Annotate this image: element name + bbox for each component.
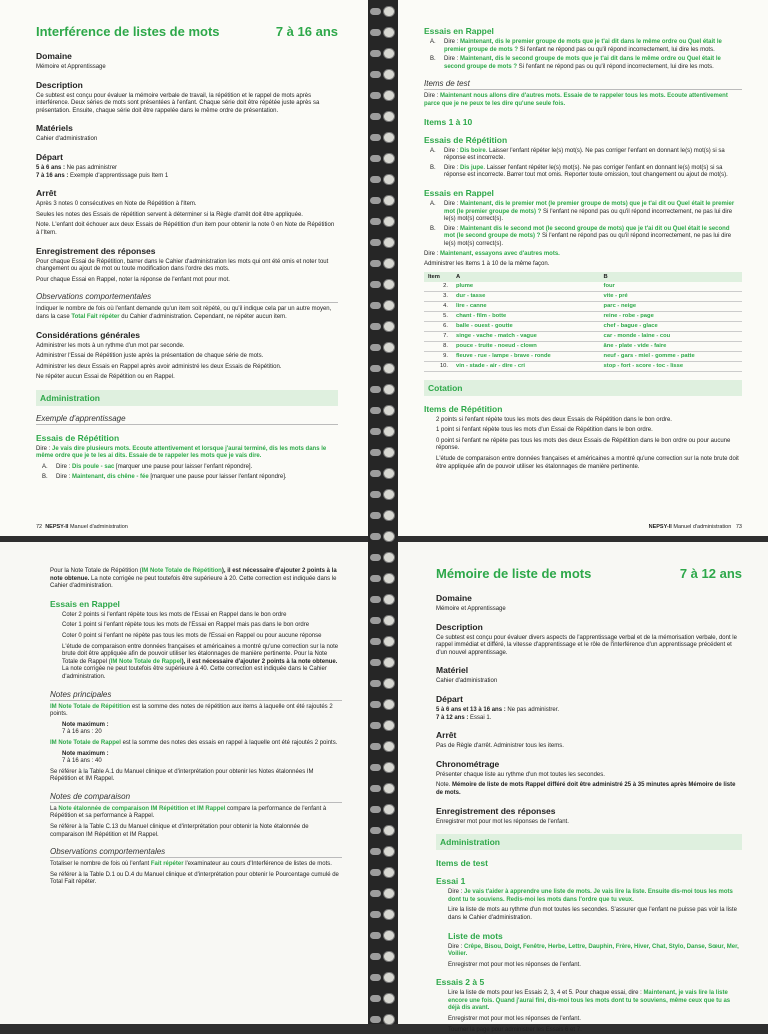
manual-page-73	[398, 0, 768, 536]
binder-ring	[370, 6, 396, 17]
manual-page-72	[0, 0, 368, 536]
instruction-item-b: B. Dire : Maintenant, dis le second groupe de mots que je t'ai dit dans le même ordre ou Quel était le second groupe de mots ? Si l'enfant ne répond pas ou qu'il répond incorrectement, lui dire les mots.	[430, 56, 721, 70]
observations-text: Totaliser le nombre de fois où l'enfant Fait répéter l'examinateur au cours d'Interférence de listes de mots.	[50, 861, 332, 868]
word-list: Dire : Crêpe, Bisou, Doigt, Fenêtre, Herbe, Lettre, Dauphin, Frère, Hiver, Chat, Stylo, Danse, Sœur, Mer, Voilier.	[448, 943, 739, 958]
enregistrement-text: Pour chaque Essai en Rappel, noter la réponse de l'enfant mot pour mot.	[36, 276, 230, 283]
binder-ring	[370, 720, 396, 731]
binder-ring	[370, 90, 396, 101]
binder-ring	[370, 531, 396, 542]
binder-ring	[370, 426, 396, 437]
binder-ring	[370, 909, 396, 920]
administration-banner: Administration	[436, 834, 742, 850]
table-row	[424, 361, 742, 371]
arret-text: Après 3 notes 0 consécutives en Note de Répétition à l'Item.	[36, 201, 197, 208]
binder-ring	[370, 300, 396, 311]
section-heading-description: Description	[36, 79, 83, 90]
table-row	[424, 291, 742, 301]
word-series-b: reine - robe - page	[600, 311, 742, 321]
binder-ring	[370, 825, 396, 836]
table-row	[424, 341, 742, 351]
administration-banner: Administration	[36, 390, 338, 406]
instruction-text: Enregistrer mot pour mot les réponses de l'enfant.	[448, 961, 581, 968]
section-heading-items-repetition: Items de Répétition	[424, 403, 503, 414]
binder-ring	[370, 741, 396, 752]
binder-ring	[370, 951, 396, 962]
item-number: 3.	[424, 291, 452, 301]
binder-ring	[370, 783, 396, 794]
section-heading-essais-rappel: Essais en Rappel	[50, 598, 120, 609]
table-row	[424, 311, 742, 321]
instruction-item-a: A. Dire : Dis boire. Laisser l'enfant répéter le(s) mot(s). Ne pas corriger l'enfant en donnant le(s) mot(s) si sa réponse est incorrecte.	[430, 147, 725, 162]
depart-line: 5 à 6 ans et 13 à 16 ans : Ne pas administrer. 7 à 12 ans : Essai 1.	[436, 706, 560, 721]
table-header: B	[600, 272, 742, 282]
age-range: 7 à 16 ans	[275, 24, 338, 39]
instruction-text: Tourner la page pour administrer les Essais 6 et 7.	[448, 1026, 582, 1033]
binder-ring	[370, 48, 396, 59]
section-heading-domaine: Domaine	[436, 593, 472, 603]
comparison-text: La Note étalonnée de comparaison IM Répétition et IM Rappel compare la performance de l'enfant à Répétition et sa performance à Rappel.	[50, 805, 327, 820]
scoring-rule: 2 points si l'enfant répète tous les mots des deux Essais de Répétition dans le bon ordre.	[436, 416, 672, 423]
table-row	[424, 301, 742, 311]
binder-ring	[370, 195, 396, 206]
binder-ring	[370, 594, 396, 605]
section-heading-arret: Arrêt	[436, 730, 457, 741]
binder-ring	[370, 258, 396, 269]
word-series-a: chant - film - botte	[452, 311, 600, 321]
table-row	[424, 331, 742, 341]
binder-ring	[370, 237, 396, 248]
binder-ring	[370, 279, 396, 290]
binder-ring	[370, 468, 396, 479]
scoring-rule: Coter 0 point si l'enfant ne répète pas tous les mots de l'Essai en Rappel ou pour aucune réponse	[62, 632, 322, 639]
binder-ring	[370, 489, 396, 500]
section-heading-essais-repetition: Essais de Répétition	[36, 432, 120, 443]
word-series-b: car - monde - laine - cou	[600, 331, 742, 341]
materiel-text: Cahier d'administration	[436, 678, 498, 685]
binder-ring	[370, 846, 396, 857]
consideration-item: Administrer l'Essai de Répétition juste après la présentation de chaque série de mots.	[36, 353, 264, 360]
instruction-item-a: A. Dire : Maintenant, dis le premier groupe de mots que je t'ai dit dans le même ordre ou Quel était le premier groupe de mots ? Si l'enfant ne répond pas ou qu'il répond incorrectement, lui dire les mots.	[430, 39, 722, 53]
cotation-banner: Cotation	[424, 380, 742, 396]
item-number: 10.	[424, 361, 452, 371]
score-definition: IM Note Totale de Rappel est la somme des notes des essais en rappel à laquelle ont été rajoutés 2 points.	[50, 739, 338, 746]
instruction-item-b: B. Dire : Dis jupe. Laisser l'enfant répéter le(s) mot(s). Ne pas corriger l'enfant en donnant le(s) mot(s) si sa réponse est incorrecte. Barrer tout mot omis. Reporter toute omission, tout changement ou ajout de mot(s).	[430, 164, 728, 179]
item-number: 7.	[424, 331, 452, 341]
word-series-b: neuf - gars - miel - gomme - patte	[600, 351, 742, 361]
item-number: 8.	[424, 341, 452, 351]
binder-ring	[370, 573, 396, 584]
section-heading-exemple: Exemple d'apprentissage	[36, 414, 338, 425]
max-score: Note maximum : 7 à 16 ans : 40	[62, 750, 109, 765]
instruction-item-b: B. Dire : Maintenant dis le second mot (le second groupe de mots) que je t'ai dit ou Quel était le second mot (le second groupe de mots) ? Si l'enfant ne répond pas ou qu'il répond incorrectement, ne pas lui dire le(s) mot(s) correct(s).	[430, 225, 732, 247]
instruction-item-a: A. Dire : Dis poule - sac [marquer une pause pour laisser l'enfant répondre].	[42, 464, 253, 471]
section-heading-items-test: Items de test	[424, 79, 742, 90]
word-series-b: vite - pré	[600, 291, 742, 301]
max-score: Note maximum : 7 à 16 ans : 20	[62, 721, 109, 736]
scoring-rule: 1 point si l'enfant répète tous les mots d'un Essai de Répétition dans le bon ordre.	[436, 427, 653, 434]
intro-text: Pour la Note Totale de Répétition (IM Note Totale de Répétition), il est nécessaire d'ajouter 2 points à la note obtenue. La note corrigée ne peut toutefois être supérieure à 20. Cette correction est indiquée dans le Cahier d'administration.	[50, 568, 337, 590]
page-title	[36, 24, 338, 39]
section-heading-chronometrage: Chronométrage	[436, 758, 500, 769]
section-heading-enregistrement: Enregistrement des réponses	[36, 245, 156, 256]
binder-ring	[370, 804, 396, 815]
instruction-text: Lire la liste de mots au rythme d'un mot toutes les secondes. S'assurer que l'enfant ne puisse pas voir la liste dans le Cahier d'administration.	[448, 907, 737, 921]
word-series-b: stop - fort - score - toc - lisse	[600, 361, 742, 371]
binder-ring	[370, 657, 396, 668]
reference-text: Se référer à la Table C.13 du Manuel clinique et d'interprétation pour obtenir la Note étalonnée de comparaison IM Répétition et IM Rappel.	[50, 824, 309, 838]
table-header-row	[424, 272, 742, 282]
section-heading-materiels: Matériels	[36, 123, 73, 134]
domaine-text: Mémoire et Apprentissage	[436, 606, 506, 612]
section-heading-essai-1: Essai 1	[436, 876, 466, 887]
table-header: Item	[424, 272, 452, 282]
binder-ring	[370, 384, 396, 395]
scoring-rule: Coter 2 points si l'enfant répète tous les mots de l'Essai en Rappel dans le bon ordre	[62, 611, 287, 618]
section-heading-depart: Départ	[36, 151, 63, 162]
binder-ring	[370, 510, 396, 521]
section-heading-items-test: Items de test	[436, 858, 488, 869]
age-range: 7 à 12 ans	[679, 566, 742, 581]
word-series-a: vin - stade - air - dire - cri	[452, 361, 600, 371]
binder-ring	[370, 615, 396, 626]
binder-ring	[370, 174, 396, 185]
instruction-text: Lire la liste de mots pour les Essais 2, 3, 4 et 5. Pour chaque essai, dire : Maintenant, je vais lire la liste encore une fois. Quand j'aurai fini, dis-moi tous les mots dont tu te souviens, même ceux que tu as déjà dis avant.	[448, 990, 731, 1012]
item-number: 2.	[424, 282, 452, 292]
instruction-text: Dire : Maintenant, essayons avec d'autres mots.	[424, 250, 560, 257]
subtest-title: Mémoire de liste de mots	[436, 566, 592, 581]
arret-text: Pas de Règle d'arrêt. Administrer tous les items.	[436, 743, 564, 750]
reference-text: Se référer à la Table D.1 ou D.4 du Manuel clinique et d'interprétation pour obtenir le Pourcentage cumulé de Total Fait répéter.	[50, 871, 339, 886]
scoring-rule: 0 point si l'enfant ne répète pas tous les mots des deux Essais de Répétition dans le bon ordre ou pour aucune réponse.	[436, 437, 731, 452]
binder-ring	[370, 363, 396, 374]
description-text: Ce subtest est conçu pour évaluer la mémoire verbale de travail, la répétition et le rappel de mots après interférence. Deux séries de mots sont présentées à l'enfant. Chaque série doit être répétée juste après sa présentation. Ensuite, chaque série doit être rappelée dans le même ordre de présentation.	[36, 92, 320, 114]
binder-ring	[370, 111, 396, 122]
section-heading-description: Description	[436, 621, 483, 632]
word-series-b: parc - neige	[600, 301, 742, 311]
binder-ring	[370, 447, 396, 458]
consideration-item: Administrer les deux Essais en Rappel après avoir administré les deux Essais de Répétition.	[36, 363, 282, 370]
word-list-table	[424, 272, 742, 372]
word-series-a: singe - vache - match - vague	[452, 331, 600, 341]
arret-text: Seules les notes des Essais de répétition servent à déterminer si la Règle d'arrêt doit être appliquée.	[36, 211, 303, 218]
table-header: A	[452, 272, 600, 282]
section-heading-depart: Départ	[436, 693, 463, 704]
table-row	[424, 321, 742, 331]
chrono-text: Présenter chaque liste au rythme d'un mot toutes les secondes.	[436, 771, 605, 778]
table-row	[424, 351, 742, 361]
section-heading-items-1-10: Items 1 à 10	[424, 116, 473, 127]
binder-ring	[370, 930, 396, 941]
section-heading-liste: Liste de mots	[448, 930, 503, 941]
binder-ring	[370, 699, 396, 710]
binder-ring	[370, 321, 396, 332]
section-heading-notes-principales: Notes principales	[50, 690, 342, 701]
binder-ring	[370, 27, 396, 38]
depart-line: 5 à 6 ans : Ne pas administrer 7 à 16 ans : Exemple d'apprentissage puis Item 1	[36, 164, 169, 179]
description-text: Ce subtest est conçu pour évaluer divers aspects de l'apprentissage verbal et de la mémorisation verbale, dont le rappel immédiat et différé, la vitesse d'apprentissage et le rôle de l'interférence d'un apprentissage précédent et d'un nouvel apprentissage.	[436, 634, 737, 656]
binder-spine	[368, 0, 398, 1024]
reference-text: Se référer à la Table A.1 du Manuel clinique et d'interprétation pour obtenir les Notes étalonnées IM Répétition et IM Rappel.	[50, 768, 314, 783]
enregistrement-text: Pour chaque Essai de Répétition, barrer dans le Cahier d'administration les mots qui ont été omis et noter tout changement ou ajout de mot ou toute modification dans l'ordre des mots.	[36, 258, 329, 273]
scoring-note: L'étude de comparaison entre données françaises et américaines a montré qu'une correction sur la note brute doit être appliquée afin de pouvoir utiliser les étalonnages de manière pertinente.	[436, 456, 739, 470]
instruction-text: Dire : Je vais dire plusieurs mots. Ecoute attentivement et lorsque j'aurai terminé, dis les mots dans le même ordre que je te les ai dits. Essaie de te rappeler les mots que je vais dire.	[36, 445, 327, 460]
binder-ring	[370, 216, 396, 227]
section-heading-essais-repetition: Essais de Répétition	[424, 134, 508, 145]
instruction-text: Enregistrer mot pour mot les réponses de l'enfant.	[448, 1016, 581, 1023]
section-heading-notes-comparaison: Notes de comparaison	[50, 792, 342, 803]
section-heading-observations: Observations comportementales	[36, 292, 338, 303]
section-heading-domaine: Domaine	[36, 51, 72, 61]
page-footer: NEPSY-II Manuel d'administration 73	[648, 524, 742, 530]
page-footer: 72 NEPSY-II Manuel d'administration	[36, 524, 128, 530]
materiels-text: Cahier d'administration	[36, 136, 98, 143]
instruction-item-a: A. Dire : Maintenant, dis le premier mot (le premier groupe de mots) que je t'ai dit ou Quel était le premier mot (le premier groupe de mots) ? Si l'enfant ne répond pas ou qu'il répond incorrectement, ne pas lui dire le(s) mot(s) correct(s).	[430, 200, 735, 223]
word-series-a: lire - canne	[452, 301, 600, 311]
section-heading-observations: Observations comportementales	[50, 847, 342, 858]
item-number: 6.	[424, 321, 452, 331]
binder-ring	[370, 132, 396, 143]
binder-ring	[370, 342, 396, 353]
consideration-item: Ne répéter aucun Essai de Répétition ou en Rappel.	[36, 374, 175, 381]
observations-text: Indiquer le nombre de fois où l'enfant demande qu'un item soit répété, ou qu'il indique cela par un autre moyen, dans la case Total Fait répéter du Cahier d'administration. Cependant, ne répéter aucun item.	[36, 306, 332, 320]
word-series-b: four	[600, 282, 742, 292]
instruction-text: Dire : Je vais t'aider à apprendre une liste de mots. Je vais lire la liste. Ensuite dis-moi tous les mots dont tu te souviens. Redis-moi les mots dans l'ordre que tu veux.	[448, 889, 733, 903]
word-series-a: pouce - truite - noeud - clown	[452, 341, 600, 351]
section-heading-essais-rappel: Essais en Rappel	[424, 187, 494, 198]
word-series-a: dur - tasse	[452, 291, 600, 301]
section-heading-considerations: Considérations générales	[36, 329, 140, 340]
word-series-a: balle - ouest - goutte	[452, 321, 600, 331]
subtest-title: Interférence de listes de mots	[36, 24, 220, 39]
instruction-text: Administrer les Items 1 à 10 de la même façon.	[424, 261, 550, 268]
word-series-a: fleuve - rue - lampe - brave - ronde	[452, 351, 600, 361]
manual-page-75	[398, 542, 768, 1033]
domaine-text: Mémoire et Apprentissage	[36, 64, 106, 70]
binder-ring	[370, 405, 396, 416]
binder-ring	[370, 552, 396, 563]
binder-ring	[370, 1014, 396, 1025]
binder-ring	[370, 69, 396, 80]
scoring-note: L'étude de comparaison entre données françaises et américaines a montré qu'une correction sur la note brute doit être appliquée afin de pouvoir utiliser les étalonnages de manière pertinente. Pour la Note Totale de Rappel (IM Note Totale de Rappel), il est nécessaire d'ajouter 2 points à la note obtenue. La note corrigée ne peut toutefois être supérieure à 40. Cette correction est indiquée dans le Cahier d'administration.	[62, 643, 339, 680]
item-number: 5.	[424, 311, 452, 321]
binder-ring	[370, 867, 396, 878]
table-row	[424, 282, 742, 292]
section-heading-essais-rappel: Essais en Rappel	[424, 26, 494, 36]
manual-page-74	[0, 542, 368, 1024]
word-series-b: chef - bague - glace	[600, 321, 742, 331]
binder-ring	[370, 993, 396, 1004]
binder-ring	[370, 153, 396, 164]
instruction-item-b: B. Dire : Maintenant, dis chêne - fée [marquer une pause pour laisser l'enfant répondre].	[42, 473, 287, 480]
binder-ring	[370, 636, 396, 647]
item-number: 9.	[424, 351, 452, 361]
arret-note: Note. L'enfant doit échouer aux deux Essais de Répétition d'un item pour obtenir la note 0 en Note de Répétition à l'Item.	[36, 222, 335, 236]
score-definition: IM Note Totale de Répétition est la somme des notes de répétition aux items à laquelle ont été rajoutés 2 points.	[50, 703, 333, 718]
word-series-a: plume	[452, 282, 600, 292]
section-heading-arret: Arrêt	[36, 188, 57, 199]
binder-ring	[370, 678, 396, 689]
binder-ring	[370, 762, 396, 773]
item-number: 4.	[424, 301, 452, 311]
binder-ring	[370, 888, 396, 899]
section-heading-materiel: Matériel	[436, 665, 469, 676]
section-heading-essais-2-5: Essais 2 à 5	[436, 977, 485, 988]
binder-ring	[370, 972, 396, 983]
enregistrement-text: Enregistrer mot pour mot les réponses de l'enfant.	[436, 818, 569, 825]
scoring-rule: Coter 1 point si l'enfant répète tous les mots de l'Essai en Rappel mais pas dans le bon ordre	[62, 622, 310, 629]
section-heading-enregistrement: Enregistrement des réponses	[436, 805, 556, 816]
word-series-b: âne - plate - vide - faire	[600, 341, 742, 351]
instruction-text: Dire : Maintenant nous allons dire d'autres mots. Essaie de te rappeler tous les mots. Ecoute attentivement parce que je ne peux te les dire qu'une seule fois.	[424, 93, 728, 107]
chrono-note: Note. Mémoire de liste de mots Rappel différé doit être administré 25 à 35 minutes après Mémoire de liste de mots.	[436, 782, 736, 796]
page-title	[436, 566, 742, 581]
consideration-item: Administrer les mots à un rythme d'un mot par seconde.	[36, 342, 185, 349]
